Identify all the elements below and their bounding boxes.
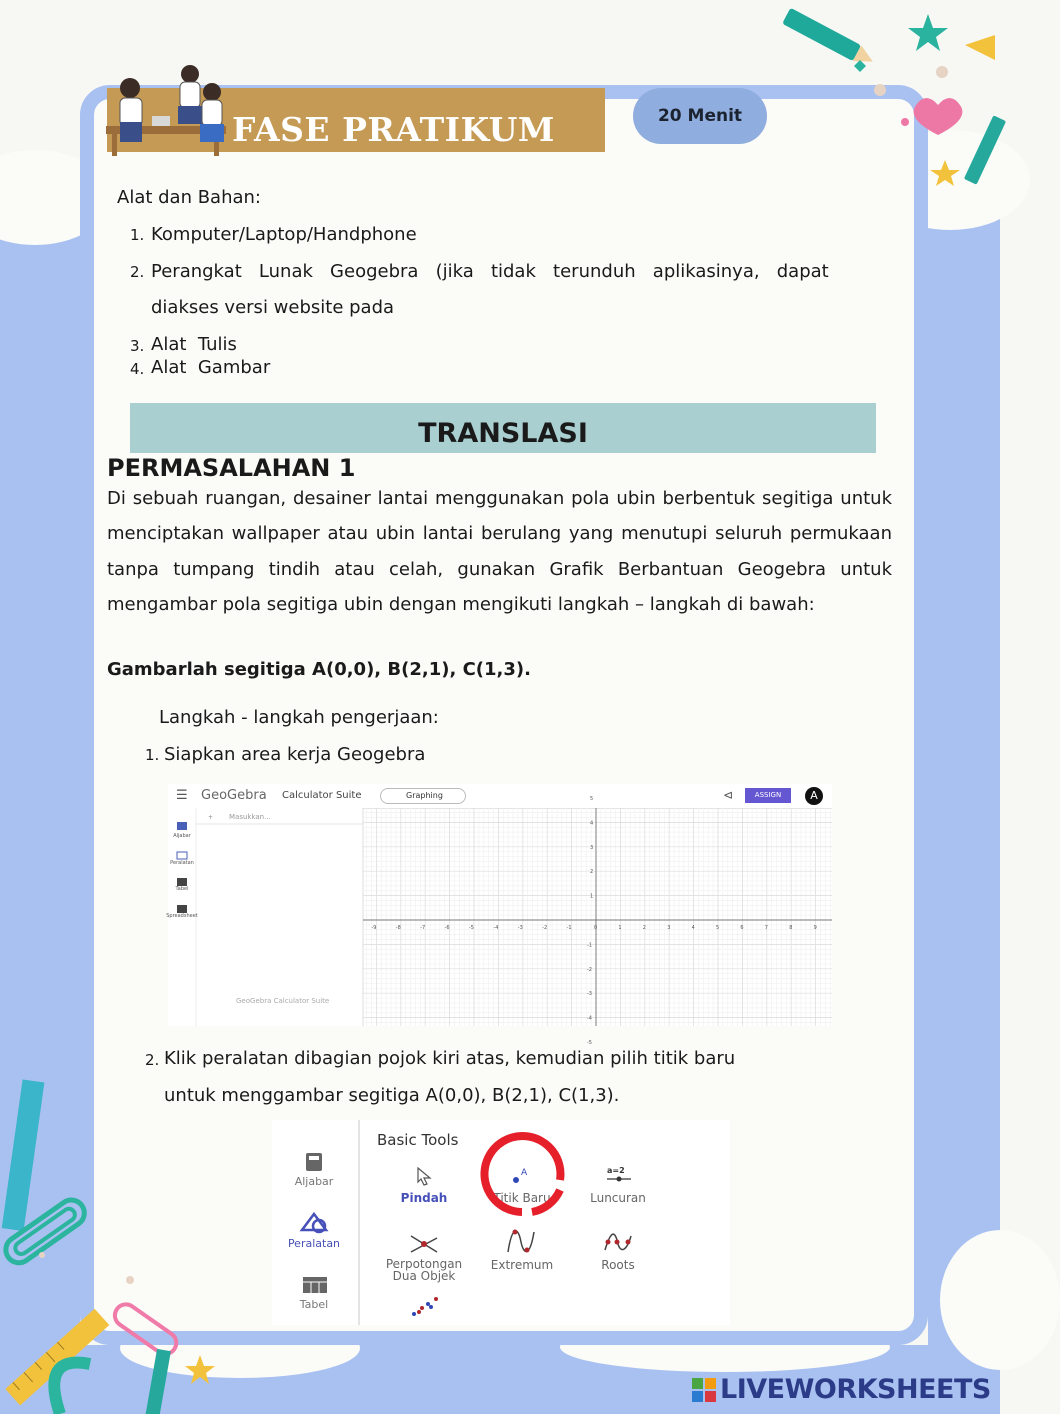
sidebar-item-peralatan[interactable]: Peralatan <box>287 1237 341 1250</box>
x-tick-label: -3 <box>517 925 523 931</box>
share-icon: ⊲ <box>723 788 734 802</box>
list-number: 2. <box>145 1051 160 1069</box>
sidebar-label[interactable]: Spreadsheet <box>166 913 198 919</box>
geogebra-brand: GeoGebra <box>201 788 267 803</box>
materials-item-continued: diakses versi website pada <box>151 297 395 318</box>
x-tick-label: 8 <box>789 925 793 931</box>
highlight-circle <box>472 1132 572 1218</box>
materials-heading: Alat dan Bahan: <box>117 187 261 208</box>
y-tick-label: -2 <box>587 966 592 973</box>
sidebar-item-tabel[interactable]: Tabel <box>299 1298 329 1311</box>
slider-icon-label: a=2 <box>607 1166 625 1175</box>
x-tick-label: 7 <box>764 925 768 931</box>
table-icon <box>302 1276 328 1296</box>
materials-item: Alat Gambar <box>151 357 271 378</box>
geogebra-screenshot <box>166 784 832 1046</box>
cloud-decoration <box>940 1230 1060 1370</box>
list-number: 2. <box>130 263 145 281</box>
liveworksheets-logo-icon <box>692 1378 716 1402</box>
materials-item: Alat Tulis <box>151 334 237 355</box>
sidebar-label[interactable]: Tabel <box>175 886 189 892</box>
tool-luncuran[interactable]: Luncuran <box>590 1191 646 1205</box>
tool-roots[interactable]: Roots <box>601 1258 635 1272</box>
tool-perpotongan[interactable]: Perpotongan Dua Objek <box>385 1257 463 1283</box>
y-tick-label: -1 <box>587 942 592 949</box>
students-illustration <box>102 60 237 156</box>
input-placeholder[interactable]: Masukkan... <box>229 813 271 821</box>
x-tick-label: -5 <box>469 925 474 931</box>
list-number: 3. <box>130 337 145 355</box>
y-tick-label: 3 <box>590 844 594 851</box>
step-item: Klik peralatan dibagian pojok kiri atas, kemudian pilih titik baru <box>164 1048 736 1069</box>
sidebar-item-aljabar[interactable]: Aljabar <box>294 1175 334 1188</box>
svg-text:+: + <box>208 814 214 821</box>
x-tick-label: 6 <box>740 925 744 931</box>
y-tick-label: 2 <box>590 869 594 876</box>
slider-icon <box>606 1175 632 1183</box>
avatar: A <box>805 787 823 805</box>
x-tick-label: 9 <box>813 925 817 931</box>
problem-paragraph: Di sebuah ruangan, desainer lantai menggunakan pola ubin berbentuk segitiga untuk menciptakan wallpaper atau ubin lantai berulang yang menutupi seluruh permukaan tanpa tumpang tindih atau celah, gunakan Grafik Berbantuan Geogebra untuk mengambar pola segitiga ubin dengan mengikuti langkah – langkah di bawah: <box>107 488 892 616</box>
menu-icon: ☰ <box>176 788 188 803</box>
sidebar-label[interactable]: Peralatan <box>170 860 194 866</box>
geogebra-workspace <box>168 796 832 1046</box>
list-number: 1. <box>145 746 160 764</box>
y-tick-label: 4 <box>590 820 594 827</box>
step-item-continued: untuk menggambar segitiga A(0,0), B(2,1), C(1,3). <box>164 1085 620 1106</box>
list-number: 1. <box>130 226 145 244</box>
step-item: Siapkan area kerja Geogebra <box>164 744 426 765</box>
geogebra-toolbar <box>168 784 832 809</box>
svg-text:A: A <box>521 1168 528 1178</box>
x-tick-label: -2 <box>542 925 548 931</box>
liveworksheets-logo: LIVEWORKSHEETS <box>720 1374 991 1405</box>
stationery-decoration <box>770 0 1000 220</box>
geogebra-tools-screenshot <box>272 1120 730 1325</box>
y-tick-label: -5 <box>587 1040 592 1046</box>
steps-heading: Langkah - langkah pengerjaan: <box>159 707 439 728</box>
x-tick-label: -6 <box>444 925 450 931</box>
x-tick-label: 5 <box>716 925 720 931</box>
y-tick-label: 5 <box>590 796 594 802</box>
section-title: TRANSLASI <box>418 418 588 449</box>
y-tick-label: -3 <box>587 991 592 998</box>
tool-extremum[interactable]: Extremum <box>490 1258 554 1272</box>
y-tick-label: -4 <box>587 1015 592 1022</box>
materials-item: Perangkat Lunak Geogebra (jika tidak terunduh aplikasinya, dapat <box>151 261 829 282</box>
list-number: 4. <box>130 360 145 378</box>
problem-instruction: Gambarlah segitiga A(0,0), B(2,1), C(1,3). <box>107 659 531 680</box>
assign-button[interactable]: ASSIGN <box>745 788 791 803</box>
x-tick-label: -1 <box>566 925 572 931</box>
tools-icon <box>300 1212 328 1234</box>
extremum-icon <box>506 1228 536 1254</box>
x-tick-label: -8 <box>395 925 401 931</box>
calculator-icon <box>304 1152 326 1172</box>
mode-label: Graphing <box>406 791 443 800</box>
geogebra-footer: GeoGebra Calculator Suite <box>236 997 330 1005</box>
sidebar-label[interactable]: Aljabar <box>173 833 191 839</box>
x-tick-label: -9 <box>371 925 377 931</box>
time-badge <box>633 88 767 144</box>
points-list-icon <box>410 1296 440 1318</box>
problem-title: PERMASALAHAN 1 <box>107 454 356 482</box>
x-tick-label: 0 <box>594 925 598 931</box>
move-icon <box>414 1166 434 1186</box>
materials-item: Komputer/Laptop/Handphone <box>151 224 417 245</box>
tool-pindah[interactable]: Pindah <box>400 1191 448 1205</box>
intersect-icon <box>409 1232 439 1256</box>
x-tick-label: -7 <box>420 925 426 931</box>
x-tick-label: 2 <box>642 925 646 931</box>
tools-heading: Basic Tools <box>377 1131 459 1149</box>
tool-titik-baru[interactable]: Titik Baru <box>493 1191 551 1205</box>
x-tick-label: -4 <box>493 925 499 931</box>
roots-icon <box>603 1230 633 1254</box>
x-tick-label: 1 <box>618 925 622 931</box>
y-tick-label: 1 <box>590 893 594 900</box>
geogebra-suite: Calculator Suite <box>282 790 362 801</box>
page-title: FASE PRATIKUM <box>232 110 555 149</box>
x-tick-label: 3 <box>667 925 671 931</box>
x-tick-label: 4 <box>691 925 695 931</box>
stationery-decoration <box>0 1090 240 1414</box>
time-badge-label: 20 Menit <box>657 106 743 126</box>
